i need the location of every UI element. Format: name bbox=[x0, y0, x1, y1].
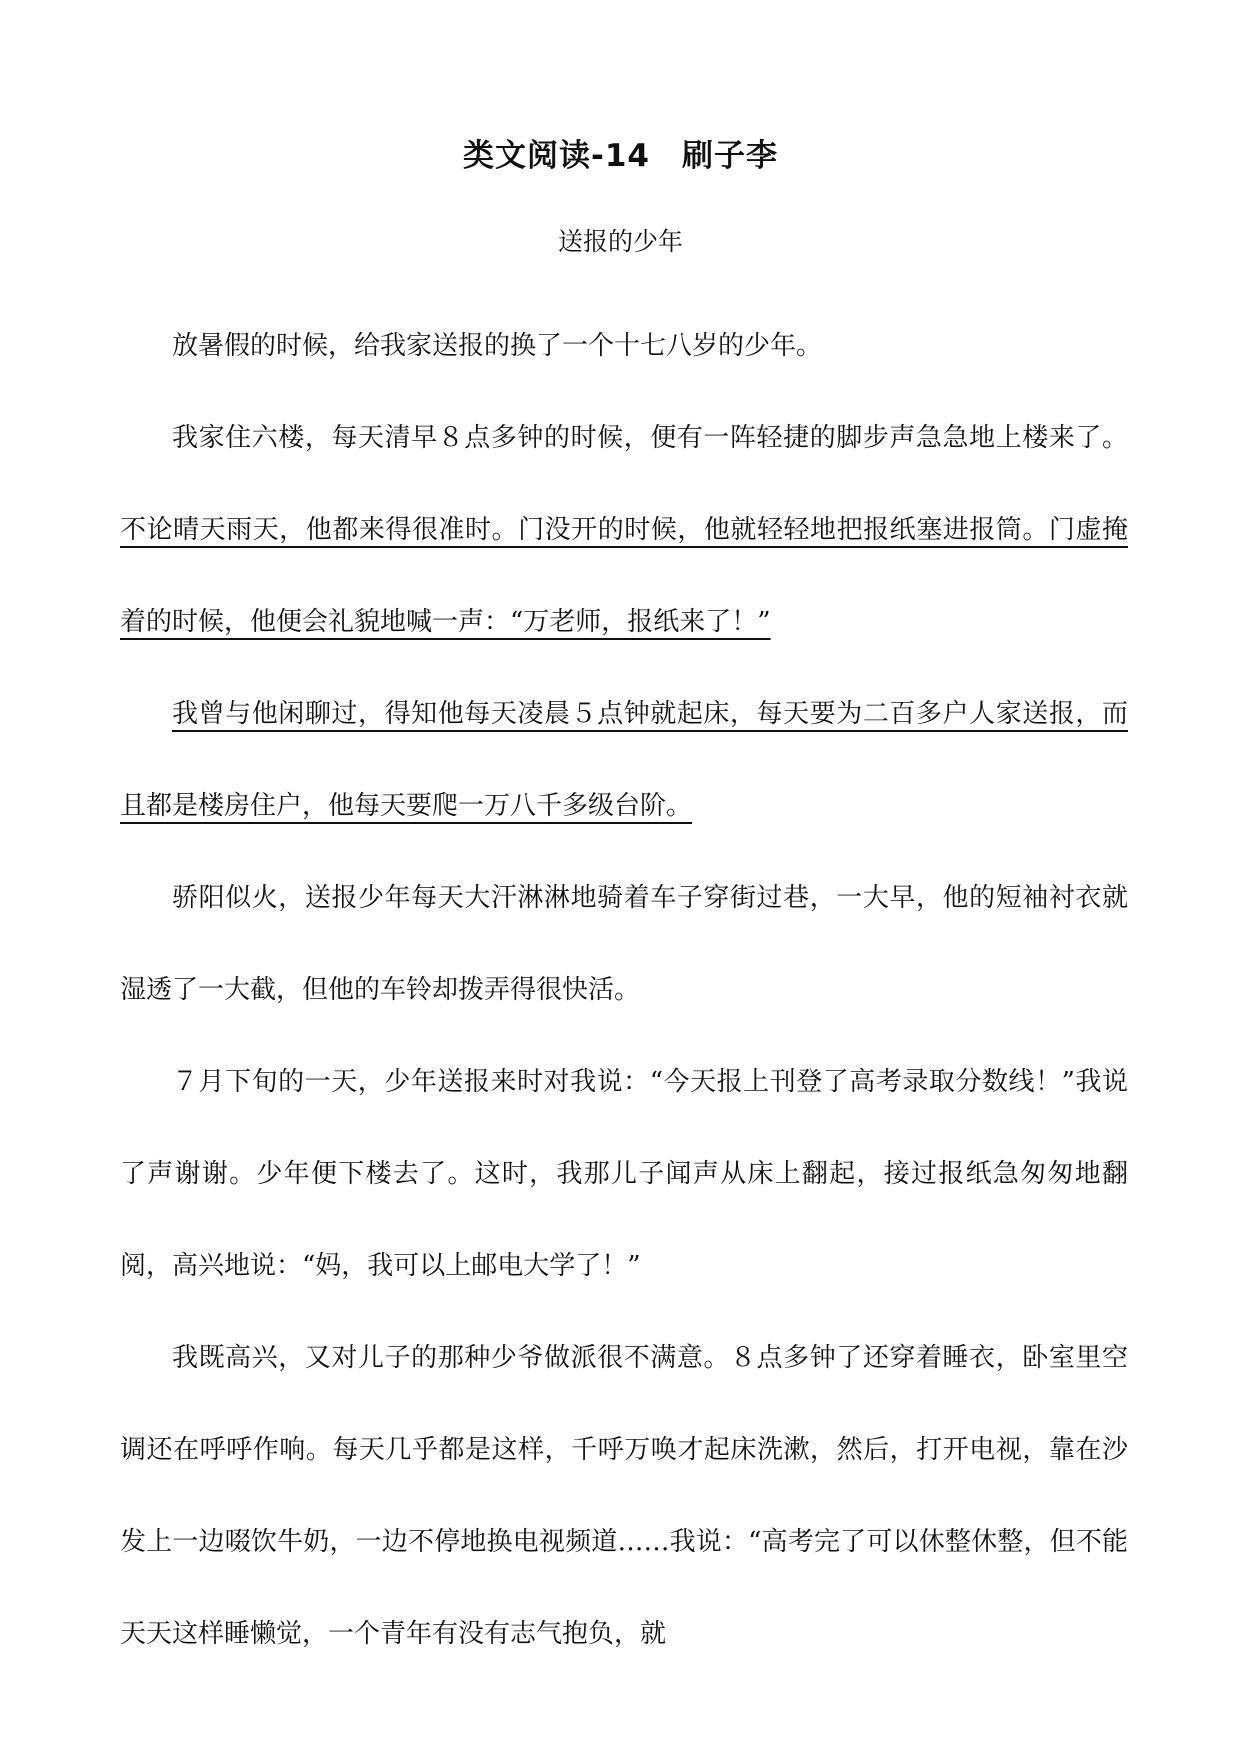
paragraph-5 bbox=[120, 1036, 1128, 1312]
paragraph-6 bbox=[120, 1312, 1128, 1680]
paragraph-text: 我家住六楼，每天清早８点多钟的时候，便有一阵轻捷的脚步声急急地上楼来了。 bbox=[172, 423, 1128, 453]
paragraph-text: 我既高兴，又对儿子的那种少爷做派很不满意。８点多钟了还穿着睡衣，卧室里空调还在呼呼作响。每天几乎都是这样，千呼万唤才起床洗漱，然后，打开电视，靠在沙发上一边啜饮牛奶，一边不停地换电视频道……我说：“高考完了可以休整休整，但不能天天这样睡懒觉，一个青年有没有志气抱负，就 bbox=[120, 1343, 1128, 1649]
paragraph-2 bbox=[120, 392, 1128, 668]
underlined-passage-1: 不论晴天雨天，他都来得很准时。门没开的时候，他就轻轻地把报纸塞进报筒。门虚掩着的时候，他便会礼貌地喊一声：“万老师，报纸来了！” bbox=[120, 515, 1128, 637]
paragraph-text: 放暑假的时候，给我家送报的换了一个十七八岁的少年。 bbox=[172, 331, 823, 361]
paragraph-3 bbox=[120, 668, 1128, 852]
paragraph-text: ７月下旬的一天，少年送报来时对我说：“今天报上刊登了高考录取分数线！”我说了声谢谢。少年便下楼去了。这时，我那儿子闻声从床上翻起，接过报纸急匆匆地翻阅，高兴地说：“妈，我可以上邮电大学了！” bbox=[120, 1067, 1128, 1281]
document-title: 类文阅读-14 刷子李 bbox=[462, 138, 778, 174]
article-subtitle: 送报的少年 bbox=[557, 227, 683, 256]
article-body bbox=[120, 300, 1128, 1680]
underlined-passage-2: 我曾与他闲聊过，得知他每天凌晨５点钟就起床，每天要为二百多户人家送报，而且都是楼房住户，他每天要爬一万八千多级台阶。 bbox=[120, 699, 1128, 821]
paragraph-text: 骄阳似火，送报少年每天大汗淋淋地骑着车子穿街过巷，一大早，他的短袖衬衣就湿透了一大截，但他的车铃却拨弄得很快活。 bbox=[120, 883, 1128, 1005]
paragraph-4 bbox=[120, 852, 1128, 1036]
paragraph-1 bbox=[120, 300, 1128, 392]
